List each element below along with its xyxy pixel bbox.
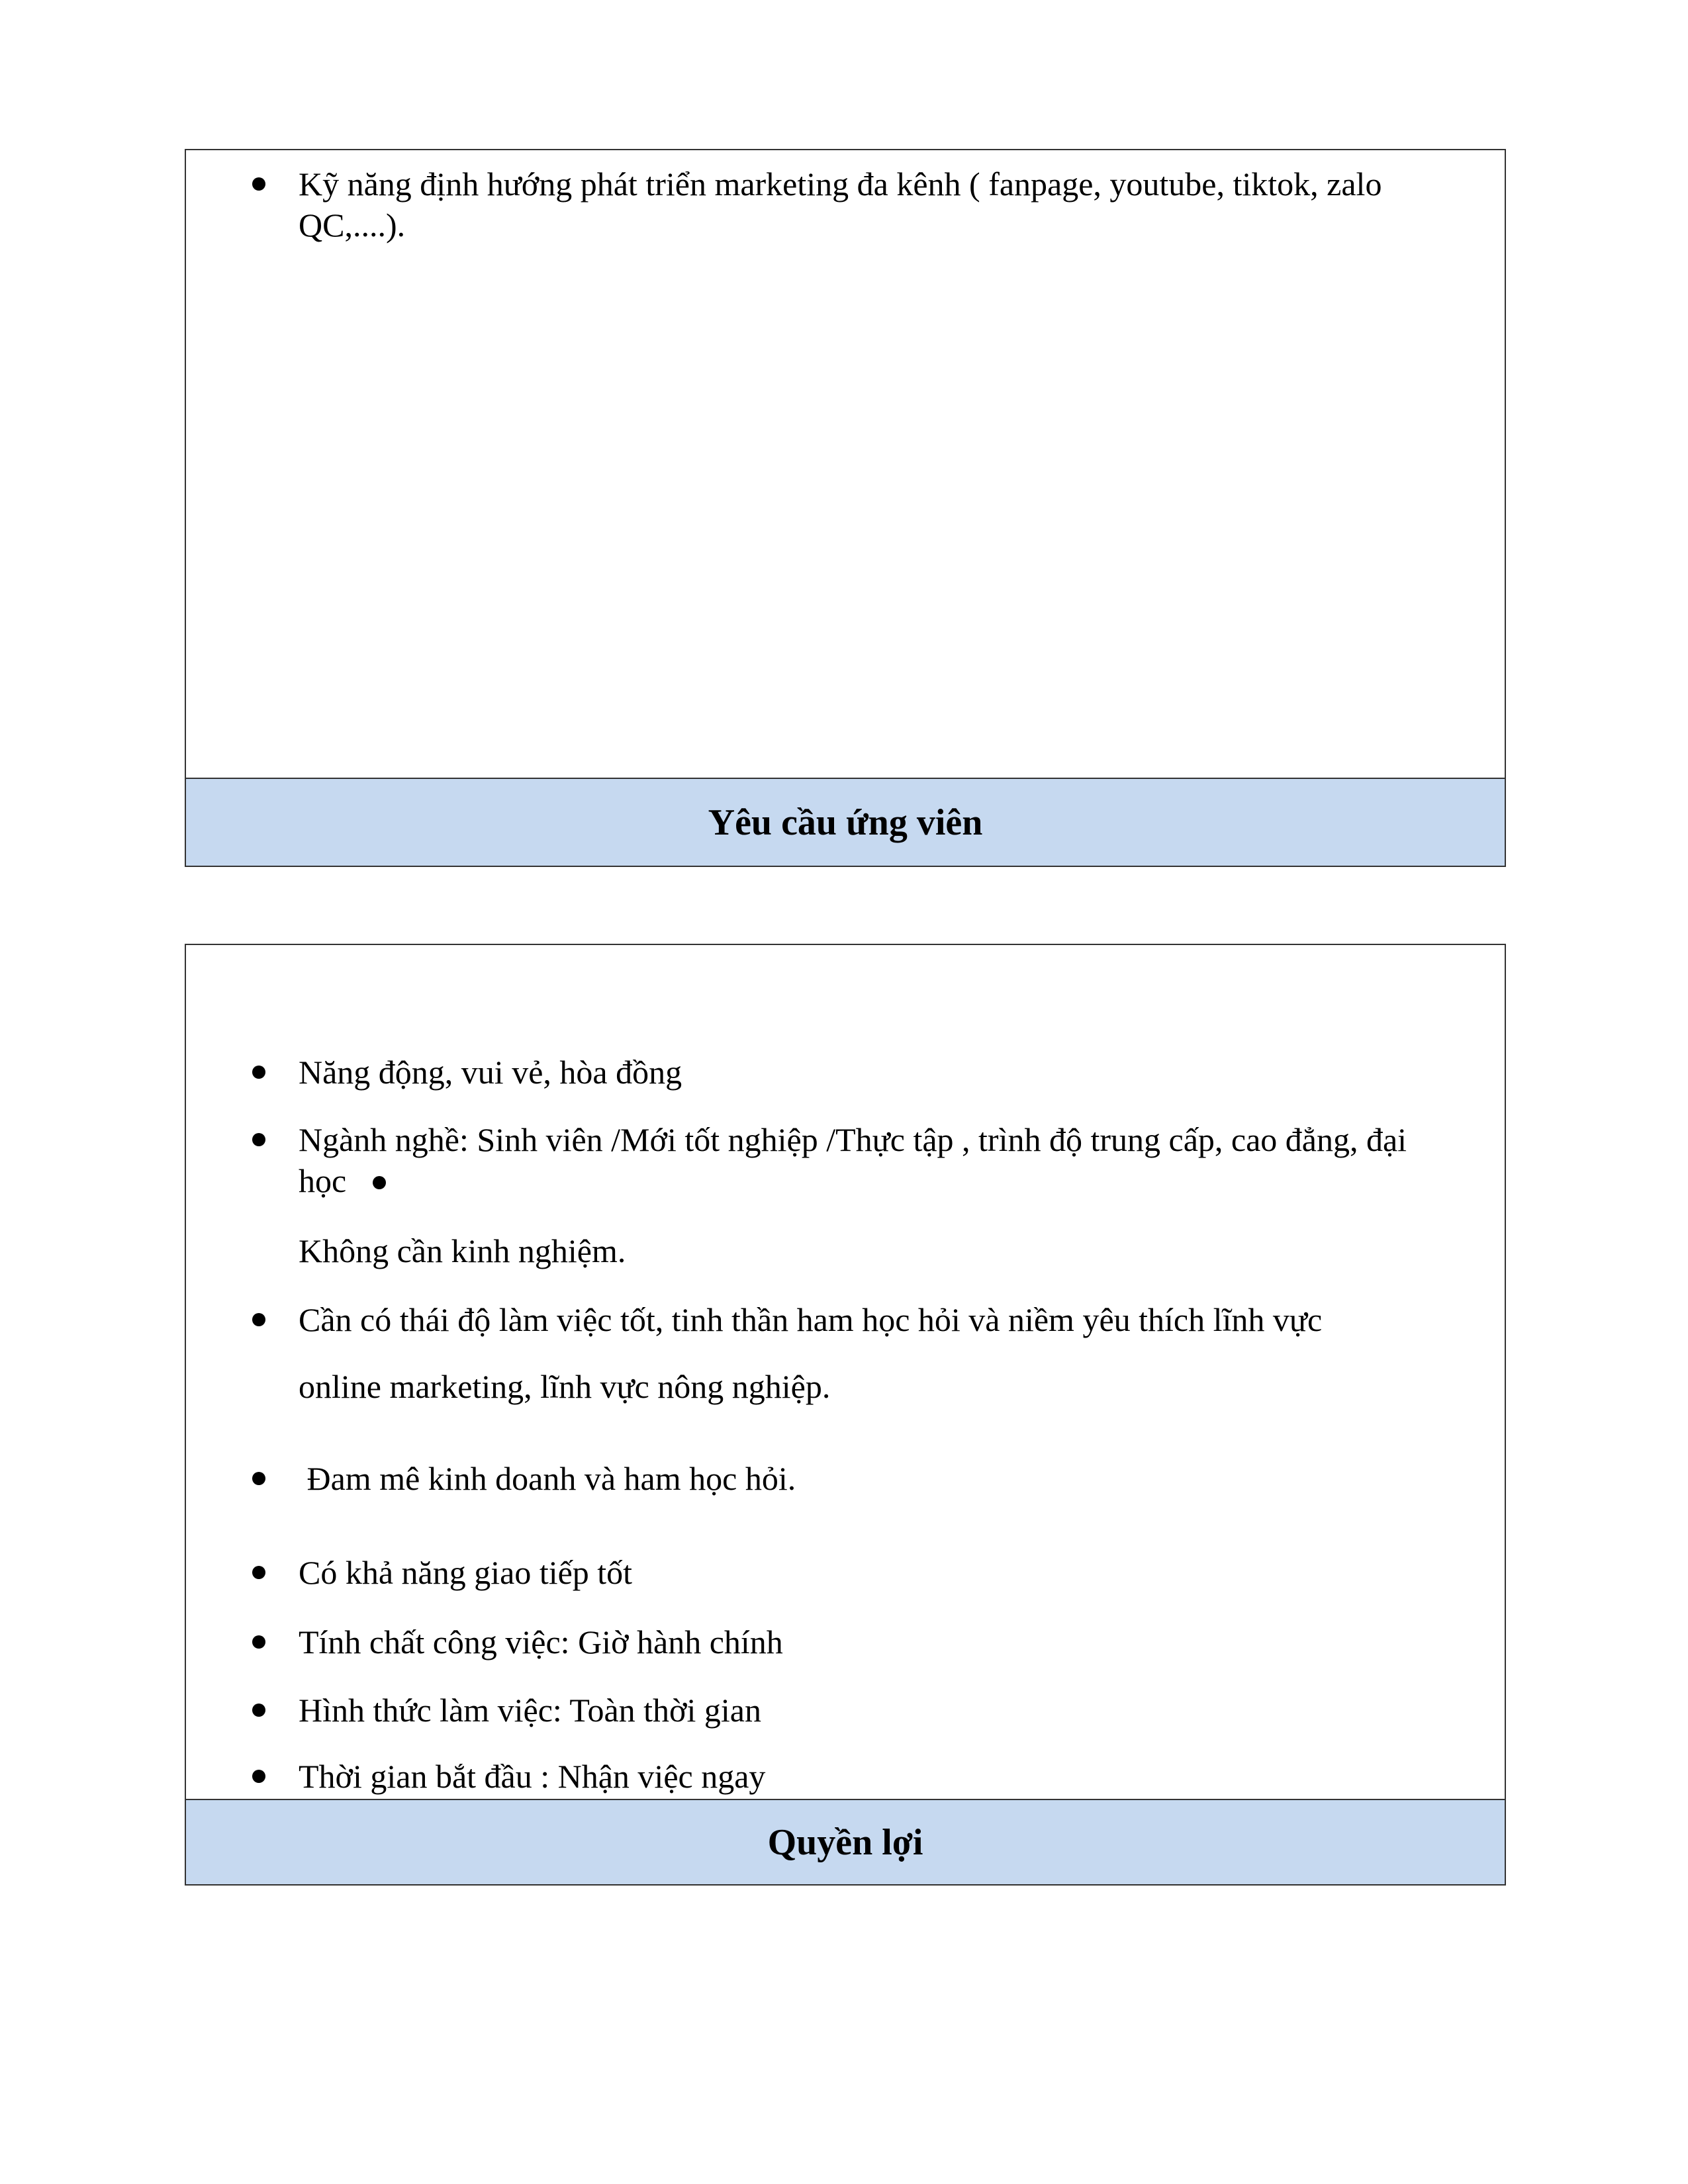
bullet-icon xyxy=(252,177,265,191)
job-description-box xyxy=(185,149,1506,867)
requirement-item-continued: học xyxy=(299,1162,347,1199)
requirement-item: Cần có thái độ làm việc tốt, tinh thần ham học hỏi và niềm yêu thích lĩnh vực xyxy=(299,1301,1323,1338)
bullet-icon xyxy=(252,1770,265,1783)
bullet-icon xyxy=(252,1635,265,1649)
bullet-icon xyxy=(252,1066,265,1079)
requirement-item: Ngành nghề: Sinh viên /Mới tốt nghiệp /Thực tập , trình độ trung cấp, cao đẳng, đại xyxy=(299,1121,1407,1158)
bullet-icon xyxy=(252,1472,265,1485)
requirement-item: Tính chất công việc: Giờ hành chính xyxy=(299,1623,783,1661)
requirements-header: Yêu cầu ứng viên xyxy=(186,778,1505,866)
requirement-item: Năng động, vui vẻ, hòa đồng xyxy=(299,1054,682,1091)
bullet-icon xyxy=(373,1176,386,1189)
skill-text-line2: QC,....). xyxy=(299,206,406,244)
requirement-item: Thời gian bắt đầu : Nhận việc ngay xyxy=(299,1758,766,1795)
bullet-icon xyxy=(252,1704,265,1717)
bullet-icon xyxy=(252,1313,265,1326)
requirements-box xyxy=(185,944,1506,1886)
bullet-icon xyxy=(252,1133,265,1146)
bullet-icon xyxy=(252,1566,265,1579)
requirement-item-continued: online marketing, lĩnh vực nông nghiệp. xyxy=(299,1368,831,1405)
requirement-item: Không cần kinh nghiệm. xyxy=(299,1232,626,1269)
requirement-item: Đam mê kinh doanh và ham học hỏi. xyxy=(299,1460,796,1497)
skill-text-line1: Kỹ năng định hướng phát triển marketing đa kênh ( fanpage, youtube, tiktok, zalo xyxy=(299,165,1382,203)
benefits-header: Quyền lợi xyxy=(186,1799,1505,1884)
requirement-item: Có khả năng giao tiếp tốt xyxy=(299,1554,633,1591)
requirement-item: Hình thức làm việc: Toàn thời gian xyxy=(299,1692,761,1729)
